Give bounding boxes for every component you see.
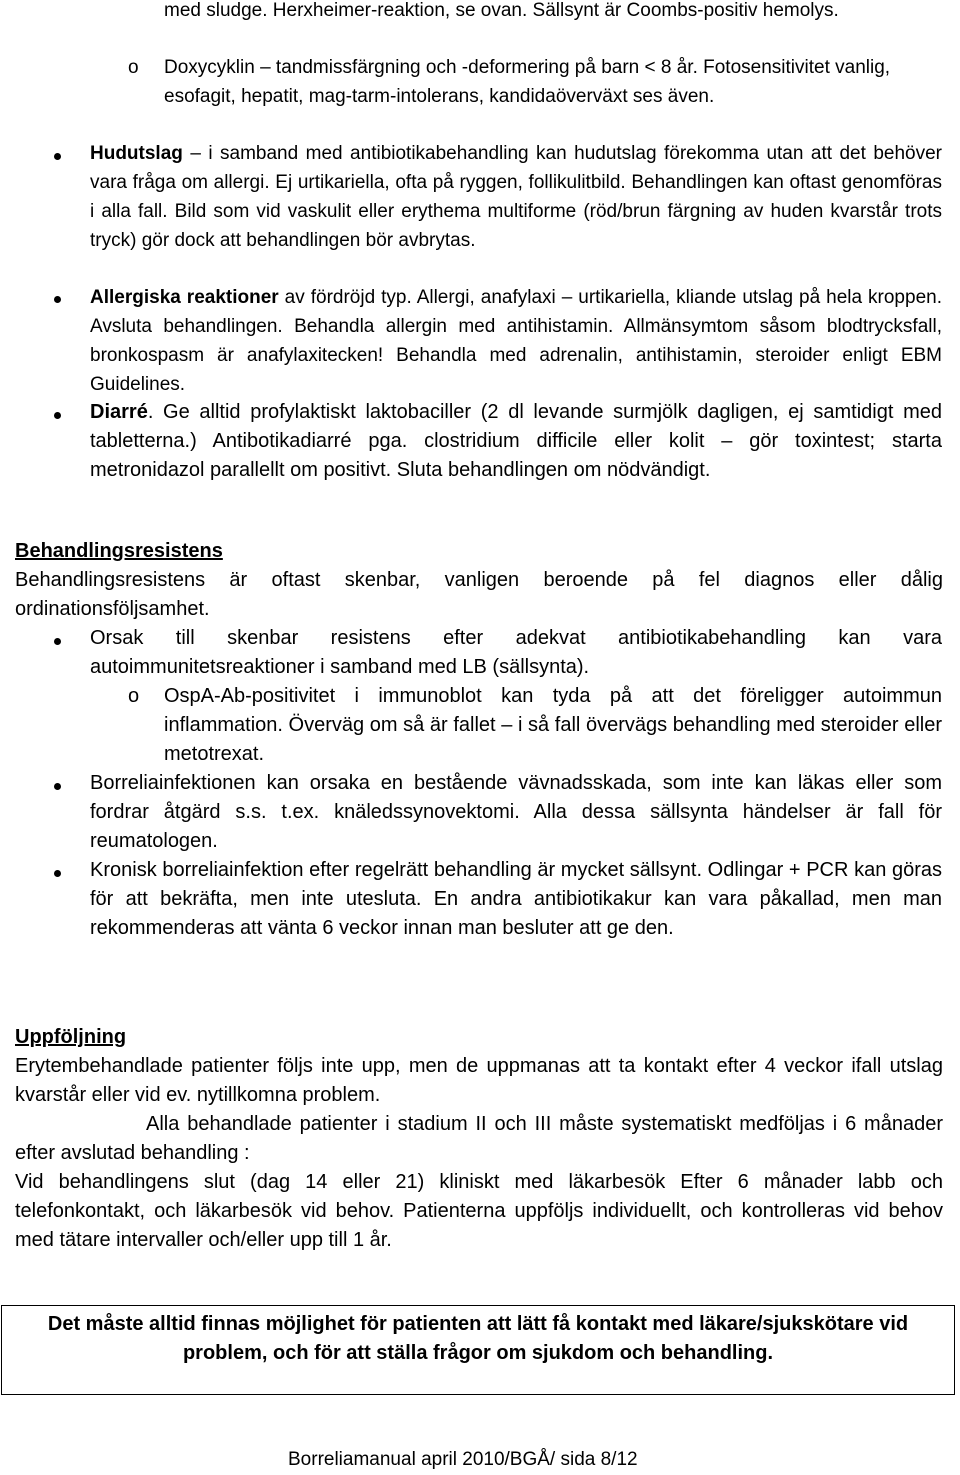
uppfoljning-heading: Uppföljning	[15, 1026, 127, 1048]
allergi-label: Allergiska reaktioner	[90, 287, 279, 308]
allergi-text: av fördröjd typ. Allergi, anafylaxi – urtikariella, kliande utslag på hela kroppen. Avsluta behandlingen. Behandla allergin med antihistamin. Allmänsymtom såsom blodtrycksfall, bronkospasm är anafylaxitecken! Behandla med adrenalin, antihistamin, steroider enligt EBM Guidelines.	[90, 287, 942, 395]
notice-box	[1, 1305, 955, 1395]
circle-bullet-icon: o	[128, 685, 140, 707]
resistens-heading: Behandlingsresistens	[15, 540, 223, 562]
uppfoljning-body	[15, 1052, 943, 1255]
bullet-icon	[54, 153, 61, 160]
hudutslag-text: – i samband med antibiotikabehandling kan hudutslag förekomma utan att det behöver vara fråga om allergi. Ej urtikariella, ofta på ryggen, follikulitbild. Behandlingen kan oftast genomföras i alla fall. Bild som vid vaskulit eller erythema multiforme (röd/brun färgning av huden kvarstår trots tryck) gör dock att behandlingen bör avbrytas.	[90, 143, 942, 251]
hudutslag-item	[90, 139, 942, 255]
diarre-item	[90, 398, 942, 485]
diarre-label: Diarré	[90, 401, 148, 423]
continued-text	[164, 0, 946, 25]
doxycyklin-text: Doxycyklin – tandmissfärgning och -deformering på barn < 8 år. Fotosensitivitet vanlig, esofagit, hepatit, mag-tarm-intolerans, kandidaöverväxt ses även.	[164, 57, 891, 107]
page-footer: Borreliamanual april 2010/BGÅ/ sida 8/12	[288, 1449, 638, 1470]
doxycyklin-item	[164, 53, 946, 111]
bullet-icon	[54, 783, 61, 790]
bullet-icon	[54, 638, 61, 645]
resistens-item-1-text: Orsak till skenbar resistens efter adekvat antibiotikabehandling kan vara autoimmunitetsreaktioner i samband med LB (sällsynta).	[90, 627, 942, 678]
uppfoljning-p1: Erytembehandlade patienter följs inte upp, men de uppmanas att ta kontakt efter 4 veckor ifall utslag kvarstår eller vid ev. nytillkomna problem.	[15, 1055, 943, 1106]
allergi-item	[90, 283, 942, 399]
resistens-item-3	[90, 856, 942, 943]
bullet-icon	[54, 412, 61, 419]
notice-text: Det måste alltid finnas möjlighet för patienten att lätt få kontakt med läkare/sjukskötare vid problem, och för att ställa frågor om sjukdom och behandling.	[47, 1313, 909, 1364]
resistens-item-3-text: Kronisk borreliainfektion efter regelrätt behandling är mycket sällsynt. Odlingar + PCR kan göras för att bekräfta, men inte utesluta. En andra antibiotikakur kan vara påkallad, men man rekommenderas att vänta 6 veckor innan man besluter att ge den.	[90, 859, 942, 939]
diarre-text: . Ge alltid profylaktiskt laktobaciller (2 dl levande surmjölk dagligen, ej samtidigt med tabletterna.) Antibotikadiarré pga. clostridium difficile eller kolit – gör toxintest; starta metronidazol parallellt om positivt. Sluta behandlingen om nödvändigt.	[90, 401, 942, 481]
uppfoljning-p2: Alla behandlade patienter i stadium II och III måste systematiskt medföljas i 6 månader efter avslutad behandling :	[15, 1113, 943, 1164]
uppfoljning-p3: Vid behandlingens slut (dag 14 eller 21) kliniskt med läkarbesök Efter 6 månader labb och telefonkontakt, och läkarbesök vid behov. Patienterna uppföljs individuellt, och kontrolleras vid behov med tätare intervaller och/eller upp till 1 år.	[15, 1171, 943, 1251]
resistens-intro-text: Behandlingsresistens är oftast skenbar, vanligen beroende på fel diagnos eller dålig ordinationsföljsamhet.	[15, 569, 943, 620]
resistens-item-2	[90, 769, 942, 856]
continued-paragraph: med sludge. Herxheimer-reaktion, se ovan. Sällsynt är Coombs-positiv hemolys.	[164, 0, 839, 21]
resistens-subitem-1	[164, 682, 942, 769]
bullet-icon	[54, 296, 61, 303]
resistens-subitem-1-text: OspA-Ab-positivitet i immunoblot kan tyda på att det föreligger autoimmun inflammation. Överväg om så är fallet – i så fall övervägs behandling med steroider eller metotrexat.	[164, 685, 942, 765]
resistens-intro	[15, 566, 943, 624]
bullet-icon	[54, 870, 61, 877]
resistens-item-2-text: Borreliainfektionen kan orsaka en bestående vävnadsskada, som inte kan läkas eller som fordrar åtgärd s.s. t.ex. knäledssynovektomi. Alla dessa sällsynta händelser är fall för reumatologen.	[90, 772, 942, 852]
hudutslag-label: Hudutslag	[90, 143, 183, 164]
resistens-item-1	[90, 624, 942, 682]
circle-bullet-icon: o	[128, 57, 139, 78]
